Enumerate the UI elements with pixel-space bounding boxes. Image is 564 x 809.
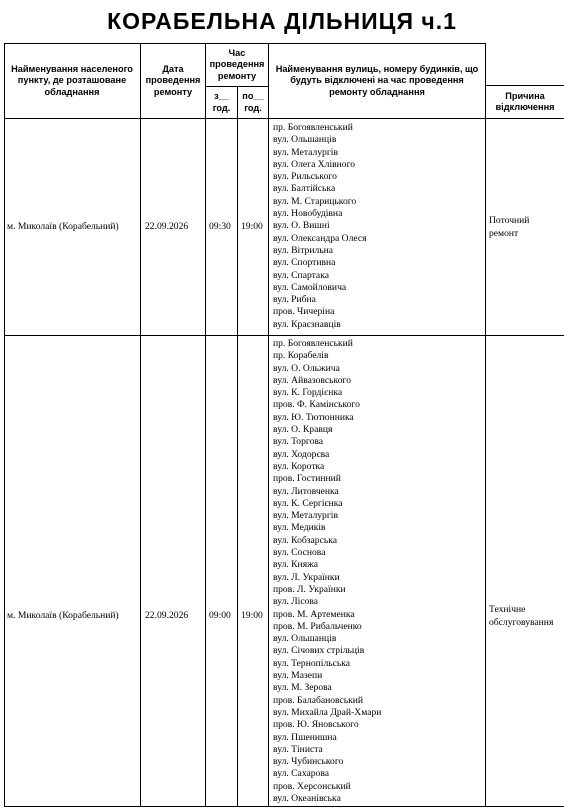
street-item: пров. Ф. Камінського	[273, 399, 360, 411]
table-border	[205, 43, 206, 807]
street-item: вул. Олега Хлівного	[273, 158, 356, 170]
street-item: вул. Спартака	[273, 269, 329, 281]
table-border	[4, 335, 564, 336]
street-item: пров. Балабановський	[273, 694, 364, 706]
street-item: вул. О. Ольжича	[273, 362, 340, 374]
row1-from: 09:30	[209, 221, 231, 232]
street-item: вул. Вітрильна	[273, 244, 334, 256]
street-item: пров. М. Рибальченко	[273, 620, 362, 632]
street-item: вул. Океанівська	[273, 792, 341, 804]
row1-to: 19:00	[241, 221, 263, 232]
header-streets: Найменування вулиць, номеру будинків, що будуть відключені на час проведення ремонту обладнання	[275, 63, 479, 97]
street-item: вул. Новобудівна	[273, 208, 343, 220]
street-item: пр. Богоявленський	[273, 122, 353, 133]
street-item: вул. К. Гордієнка	[273, 387, 343, 399]
row1-settlement: м. Миколаїв (Корабельний)	[7, 221, 119, 232]
street-item: вул. Чубинського	[273, 756, 344, 768]
street-item: вул. Рильського	[273, 171, 337, 183]
street-item: вул. Ю. Тютюнника	[273, 411, 354, 423]
street-item: вул. Тіниста	[273, 743, 323, 755]
street-item: вул. Лісова	[273, 596, 319, 608]
table-border	[4, 43, 5, 807]
street-item: вул. М. Старицького	[273, 195, 357, 207]
header-time-to: по__ год.	[242, 91, 264, 113]
row1-date: 22.09.2026	[145, 221, 189, 232]
table-border	[140, 43, 141, 807]
header-settlement: Найменування населеного пункту, де розташоване обладнання	[11, 63, 133, 97]
row2-settlement: м. Миколаїв (Корабельний)	[7, 610, 119, 621]
street-item: вул. Пшенишна	[273, 731, 337, 743]
row2-from: 09:00	[209, 610, 231, 621]
row2-date: 22.09.2026	[145, 610, 189, 621]
street-item: вул. Самойловича	[273, 281, 347, 293]
street-item: вул. Ходорєва	[273, 448, 330, 460]
table-border	[237, 86, 238, 807]
street-item: вул. Металургів	[273, 146, 338, 158]
page-title: КОРАБЕЛЬНА ДІЛЬНИЦЯ ч.1	[107, 8, 457, 34]
row2-street-list	[273, 338, 381, 805]
street-item: вул. Краєзнавців	[273, 318, 341, 330]
street-item: вул. Торгова	[273, 436, 324, 448]
street-item: пров. Херсонський	[273, 780, 351, 792]
street-item: вул. Айвазовського	[273, 374, 351, 386]
street-item: пров. Л. Українки	[273, 583, 346, 595]
street-item: вул. Кобзарська	[273, 534, 338, 546]
street-item: вул. Михайла Драй-Хмари	[273, 706, 382, 718]
street-item: пр. Корабелів	[273, 350, 329, 362]
street-item: вул. Мазепи	[273, 670, 323, 682]
street-item: пров. Ю. Яновського	[273, 719, 359, 731]
row1-street-list	[273, 122, 367, 331]
street-item: вул. Медиків	[273, 522, 326, 534]
street-item: вул. Металургів	[273, 510, 338, 522]
table-border	[485, 85, 564, 86]
street-item: вул. Ольшанців	[273, 134, 337, 146]
street-item: вул. Ольшанців	[273, 633, 337, 645]
street-item: вул. Спортивна	[273, 257, 336, 269]
street-item: вул. Тернопільська	[273, 657, 351, 669]
row1-reason: Поточний ремонт	[489, 215, 530, 239]
street-item: вул. М. Зерова	[273, 682, 332, 694]
street-item: пр. Богоявленський	[273, 338, 353, 349]
header-date: Дата проведення ремонту	[145, 63, 201, 97]
street-item: вул. Княжа	[273, 559, 318, 571]
street-item: вул. Коротка	[273, 460, 325, 472]
street-item: вул. Рибна	[273, 294, 316, 306]
street-item: вул. О. Кравця	[273, 424, 333, 436]
table-border	[4, 806, 564, 807]
street-item: пров. Чичеріна	[273, 306, 335, 318]
street-item: вул. Л. Українки	[273, 571, 340, 583]
header-time: Час проведення ремонту	[209, 47, 265, 81]
street-item: пров. Гостинний	[273, 473, 341, 485]
street-item: вул. О. Вишні	[273, 220, 330, 232]
street-item: пров. М. Артеменка	[273, 608, 355, 620]
table-border	[4, 118, 564, 119]
street-item: вул. Литовченка	[273, 485, 339, 497]
table-border	[4, 43, 485, 44]
header-time-from: з__ год.	[212, 91, 231, 113]
street-item: вул. Балтійська	[273, 183, 336, 195]
row2-reason: Технічне обслуговування	[489, 604, 554, 628]
street-item: вул. Олександра Олеся	[273, 232, 367, 244]
row2-to: 19:00	[241, 610, 263, 621]
street-item: вул. Сахарова	[273, 768, 330, 780]
street-item: вул. К. Сергієнка	[273, 497, 343, 509]
table-border	[485, 43, 486, 807]
street-item: вул. Соснова	[273, 547, 326, 559]
table-border	[268, 43, 269, 807]
street-item: вул. Січових стрільців	[273, 645, 365, 657]
header-reason: Причина відключення	[495, 90, 555, 112]
